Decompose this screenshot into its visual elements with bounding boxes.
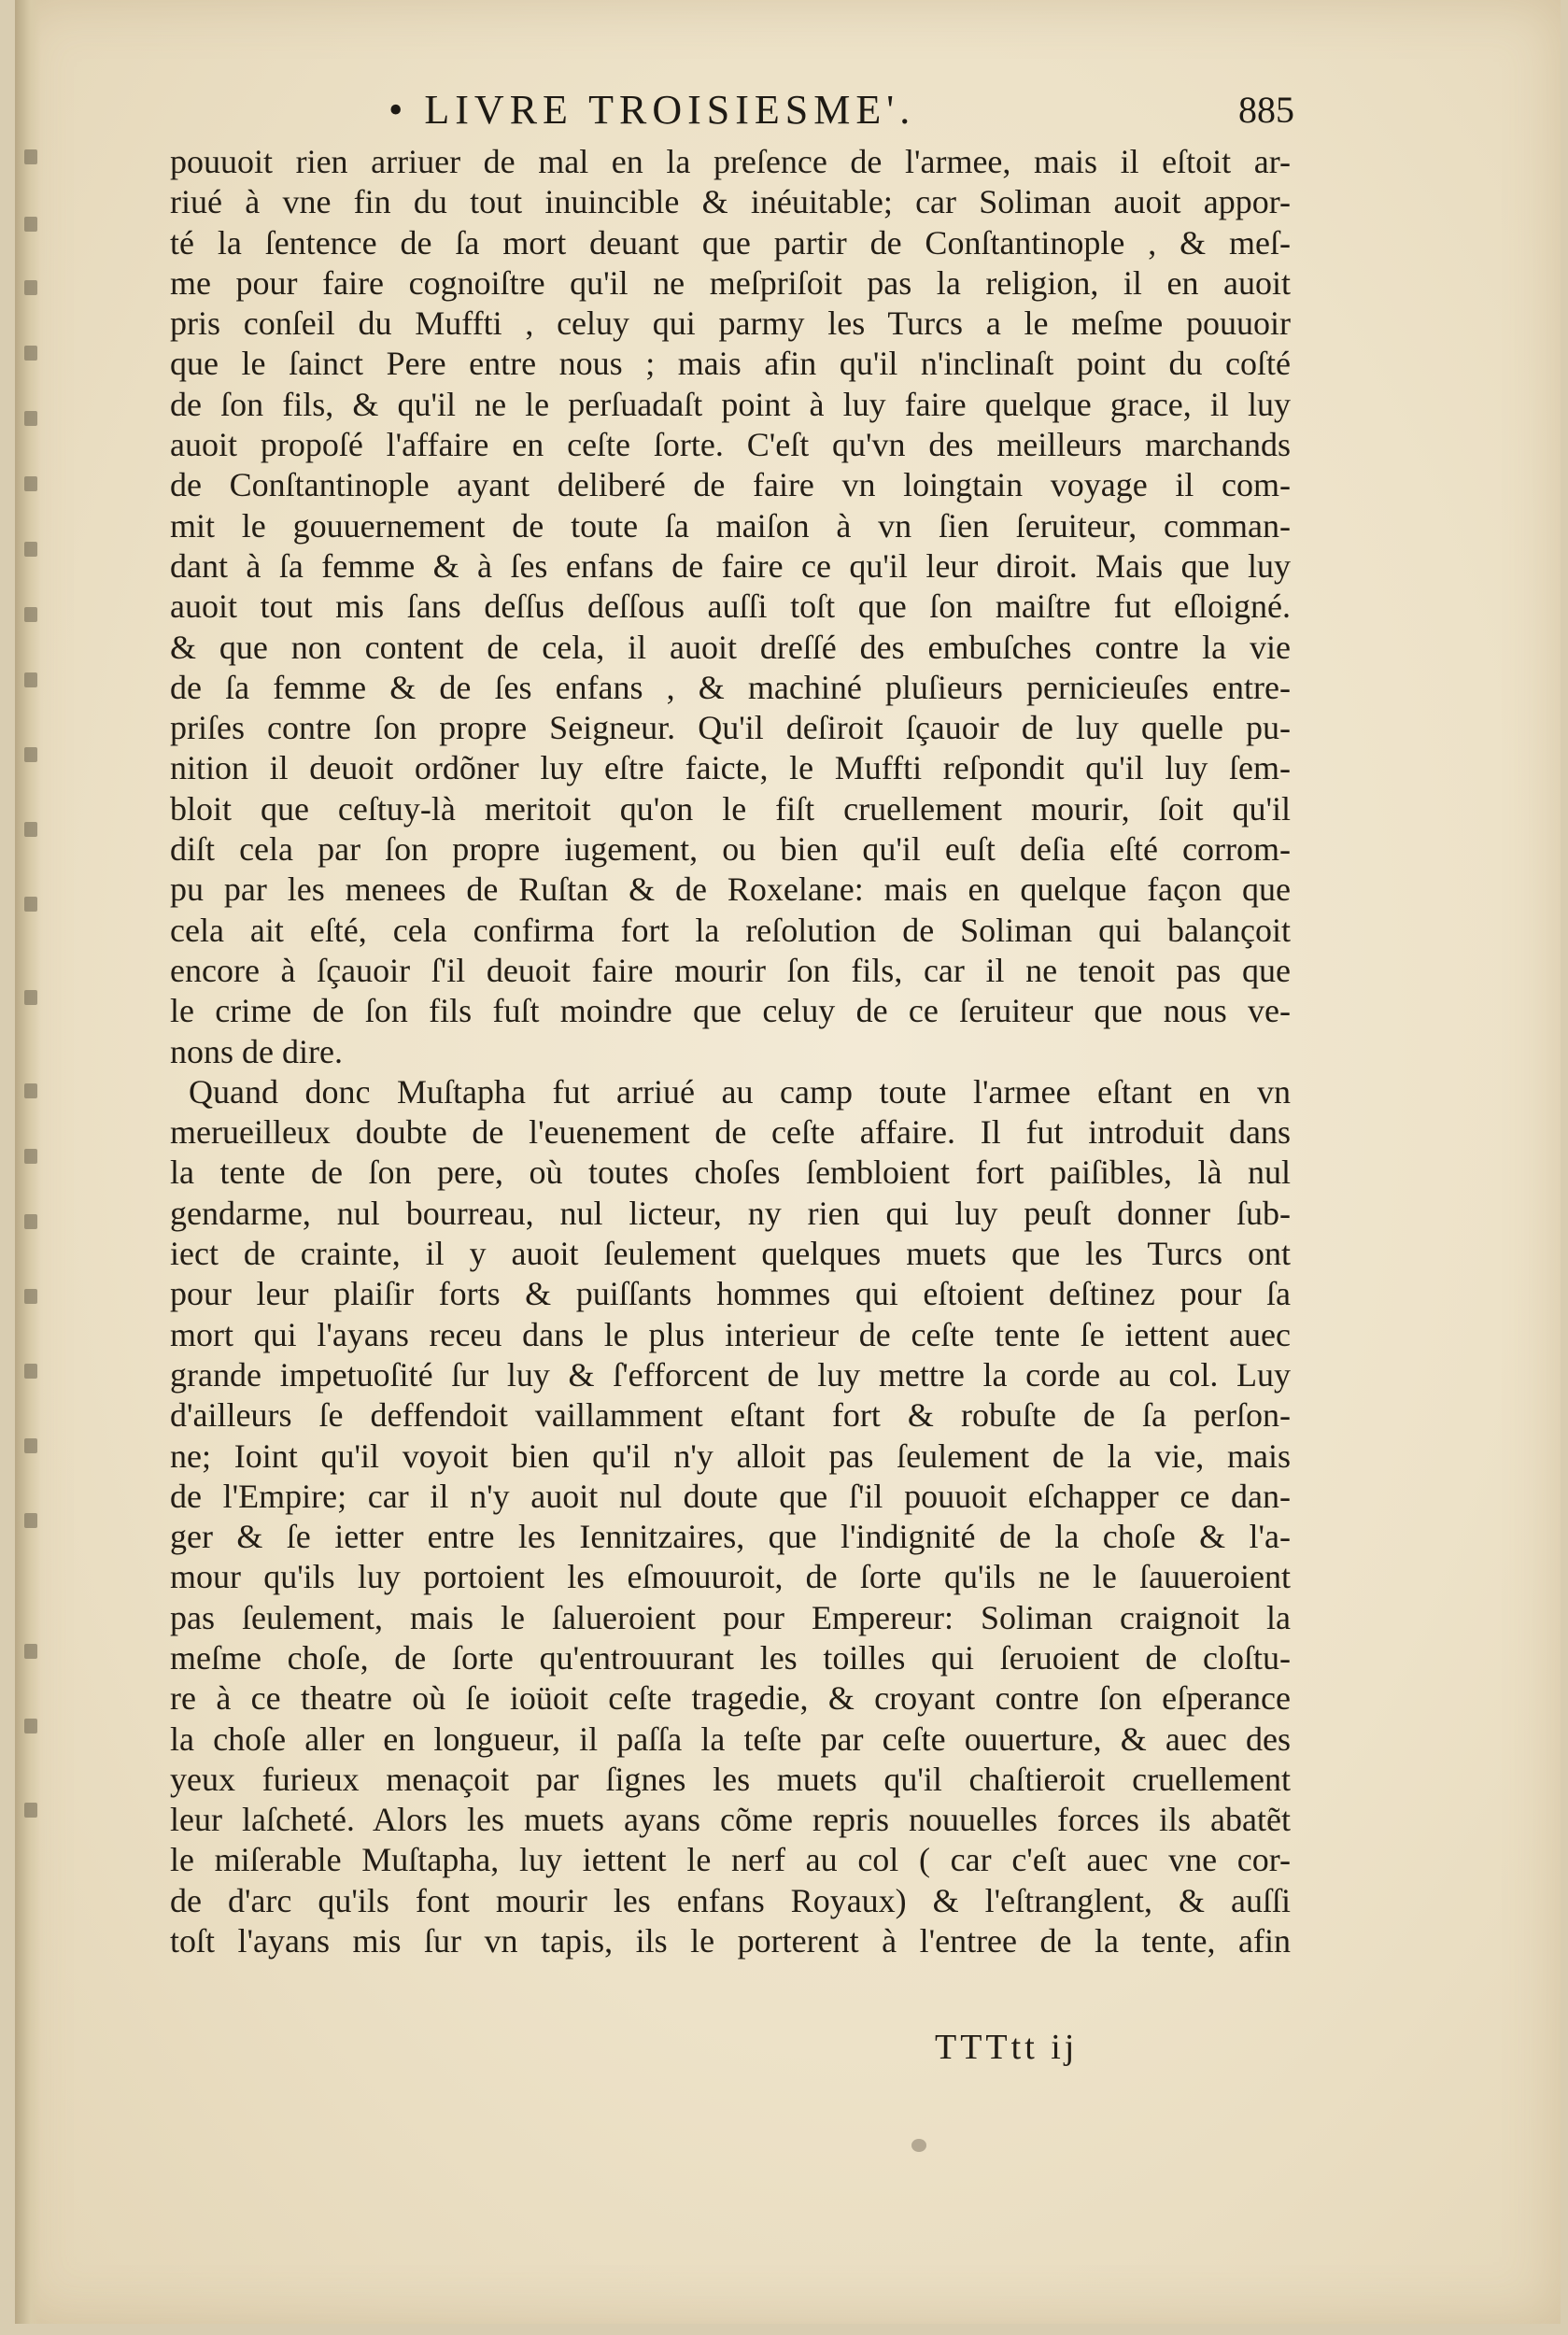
- running-title: • LIVRE TROISIESME'.: [388, 87, 916, 133]
- text-line: auoit propoſé l'affaire en ceſte ſorte. C'eſt qu'vn des meilleurs marchands: [170, 426, 1291, 464]
- text-line: de ſa femme & de ſes enfans , & machiné pluſieurs pernicieuſes entre-: [170, 668, 1291, 706]
- bleed-mark: [24, 672, 37, 687]
- bleed-mark: [24, 1083, 37, 1098]
- text-line: & que non content de cela, il auoit dreſſé des embuſches contre la vie: [170, 628, 1291, 666]
- text-line: riué à vne fin du tout inuincible & inéuitable; car Soliman auoit appor-: [170, 183, 1291, 221]
- bleed-mark: [24, 1644, 37, 1659]
- text-line: la tente de ſon pere, où toutes choſes ſembloient fort paiſibles, là nul: [170, 1153, 1291, 1192]
- text-line: de d'arc qu'ils font mourir les enfans Royaux) & l'eſtranglent, & auſſi: [170, 1881, 1291, 1919]
- bleed-mark: [24, 1513, 37, 1528]
- text-line: dant à ſa femme & à ſes enfans de faire ce qu'il leur diroit. Mais que luy: [170, 546, 1291, 585]
- text-line: mort qui l'ayans receu dans le plus interieur de ceſte tente ſe iettent auec: [170, 1315, 1291, 1353]
- bleed-mark: [24, 607, 37, 622]
- text-line: ger & ſe ietter entre les Iennitzaires, que l'indignité de la choſe & l'a-: [170, 1518, 1291, 1556]
- text-line: diſt cela par ſon propre iugement, ou bien qu'il euſt deſia eſté corrom-: [170, 830, 1291, 869]
- text-line: pris conſeil du Muffti , celuy qui parmy les Turcs a le meſme pouuoir: [170, 304, 1291, 343]
- text-line: bloit que ceſtuy-là meritoit qu'on le fiſt cruellement mourir, ſoit qu'il: [170, 789, 1291, 828]
- bleed-mark: [24, 1289, 37, 1304]
- bleed-mark: [24, 990, 37, 1005]
- book-page: [15, 0, 1561, 2324]
- text-line: toſt l'ayans mis ſur vn tapis, ils le porterent à l'entree de la tente, afin: [170, 1922, 1291, 1960]
- text-line: nons de dire.: [170, 1032, 343, 1070]
- page-header: [351, 86, 1294, 142]
- bleed-mark: [24, 1719, 37, 1734]
- text-line: priſes contre ſon propre Seigneur. Qu'il deſiroit ſçauoir de luy quelle pu-: [170, 709, 1291, 747]
- page-gutter: [15, 0, 41, 2324]
- bleed-mark: [24, 1149, 37, 1164]
- text-line: de l'Empire; car il n'y auoit nul doute que ſ'il pouuoit eſchapper ce dan-: [170, 1477, 1291, 1515]
- text-line: merueilleux doubte de l'euenement de ceſte affaire. Il fut introduit dans: [170, 1113, 1291, 1152]
- text-line: le miſerable Muſtapha, luy iettent le nerf au col ( car c'eſt auec vne cor-: [170, 1841, 1291, 1879]
- paragraph: [170, 142, 1291, 1072]
- text-line: mour qu'ils luy portoient les eſmouuroit, de ſorte qu'ils ne le ſauueroient: [170, 1558, 1291, 1596]
- paragraph: [170, 1072, 1291, 1962]
- text-line: gendarme, nul bourreau, nul licteur, ny rien qui luy peuſt donner ſub-: [170, 1194, 1291, 1232]
- bleed-mark: [24, 411, 37, 426]
- text-line: grande impetuoſité ſur luy & ſ'efforcent de luy mettre la corde au col. Luy: [170, 1355, 1291, 1394]
- text-line: la choſe aller en longueur, il paſſa la teſte par ceſte ouuerture, & auec des: [170, 1719, 1291, 1758]
- text-line: leur laſcheté. Alors les muets ayans cõme repris nouuelles forces ils abatẽt: [170, 1801, 1291, 1839]
- bleed-mark: [24, 1803, 37, 1818]
- bleed-mark: [24, 1364, 37, 1379]
- bleed-mark: [24, 280, 37, 295]
- text-line: re à ce theatre où ſe ioüoit ceſte tragedie, & croyant contre ſon eſperance: [170, 1679, 1291, 1718]
- text-line: cela ait eſté, cela confirma fort la reſolution de Soliman qui balançoit: [170, 911, 1291, 949]
- text-line: encore à ſçauoir ſ'il deuoit faire mourir ſon fils, car il ne tenoit pas que: [170, 951, 1291, 989]
- text-line: nition il deuoit ordõner luy eſtre faicte, le Muffti reſpondit qu'il luy ſem-: [170, 749, 1291, 787]
- text-line: pouuoit rien arriuer de mal en la preſence de l'armee, mais il eſtoit ar-: [170, 143, 1291, 180]
- text-line: meſme choſe, de ſorte qu'entrouurant les toilles qui ſeruoient de cloſtu-: [170, 1638, 1291, 1677]
- text-line: Quand donc Muſtapha fut arriué au camp toute l'armee eſtant en vn: [189, 1072, 1291, 1111]
- signature-mark: TTTtt ij: [935, 2028, 1079, 2067]
- bleed-mark: [24, 747, 37, 762]
- text-line: mit le gouuernement de toute ſa maiſon à vn ſien ſeruiteur, comman-: [170, 506, 1291, 545]
- bleed-mark: [24, 1438, 37, 1453]
- bleed-mark: [24, 1214, 37, 1229]
- text-line: pour leur plaiſir forts & puiſſants hommes qui eſtoient deſtinez pour ſa: [170, 1275, 1291, 1313]
- text-line: pu par les menees de Ruſtan & de Roxelane: mais en quelque façon que: [170, 870, 1291, 909]
- text-line: té la ſentence de ſa mort deuant que partir de Conſtantinople , & meſ-: [170, 223, 1291, 262]
- page-number: 885: [1238, 89, 1294, 131]
- text-line: ne; Ioint qu'il voyoit bien qu'il n'y alloit pas ſeulement de la vie, mais: [170, 1436, 1291, 1475]
- bleed-mark: [24, 217, 37, 232]
- text-line: yeux furieux menaçoit par ſignes les muets qu'il chaſtieroit cruellement: [170, 1760, 1291, 1798]
- bleed-mark: [24, 149, 37, 164]
- bleed-mark: [24, 476, 37, 491]
- text-line: pas ſeulement, mais le ſalueroient pour Empereur: Soliman craignoit la: [170, 1598, 1291, 1636]
- text-line: iect de crainte, il y auoit ſeulement quelques muets que les Turcs ont: [170, 1235, 1291, 1273]
- text-line: d'ailleurs ſe deffendoit vaillamment eſtant fort & robuſte de ſa perſon-: [170, 1396, 1291, 1435]
- bleed-mark: [24, 897, 37, 912]
- text-line: de ſon fils, & qu'il ne le perſuadaſt point à luy faire quelque grace, il luy: [170, 385, 1291, 423]
- body-text: [170, 142, 1291, 1961]
- ink-stain: [911, 2139, 926, 2152]
- text-line: de Conſtantinople ayant deliberé de faire vn loingtain voyage il com-: [170, 466, 1291, 504]
- bleed-mark: [24, 822, 37, 837]
- bleed-mark: [24, 346, 37, 361]
- text-line: le crime de ſon fils fuſt moindre que celuy de ce ſeruiteur que nous ve-: [170, 992, 1291, 1030]
- bleed-mark: [24, 542, 37, 557]
- text-line: me pour faire cognoiſtre qu'il ne meſpriſoit pas la religion, il en auoit: [170, 263, 1291, 302]
- text-line: que le ſainct Pere entre nous ; mais afin qu'il n'inclinaſt point du coſté: [170, 345, 1291, 383]
- text-line: auoit tout mis ſans deſſus deſſous auſſi toſt que ſon maiſtre fut eſloigné.: [170, 587, 1291, 626]
